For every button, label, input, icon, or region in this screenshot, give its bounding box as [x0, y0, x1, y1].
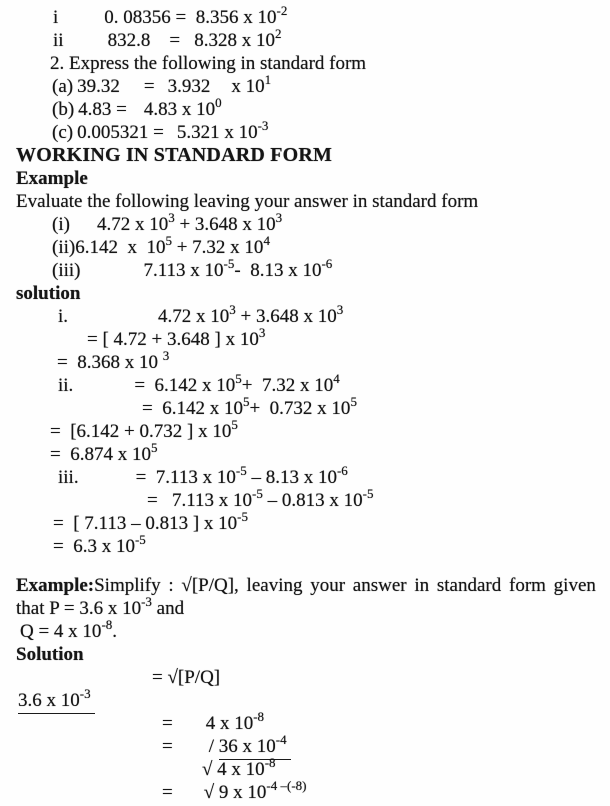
- text-run: =: [143, 76, 155, 97]
- text-run: = 6.142 x 10: [134, 375, 236, 396]
- text-run: + 3.648 x 10: [235, 306, 337, 327]
- text-run: x 10: [231, 76, 265, 97]
- text-run: Simplify : √[P/Q], leaving your answer in standard form given: [94, 575, 596, 596]
- text-run: (c): [52, 122, 74, 143]
- text-line: [0, 26, 610, 52]
- text-line: [0, 394, 610, 420]
- text-run: = 7.113 x 10: [135, 467, 236, 488]
- exponent: 3: [229, 302, 236, 317]
- text-line: [0, 686, 610, 712]
- underlined-expression: [218, 732, 291, 760]
- text-line: [0, 574, 610, 597]
- text-line: [0, 617, 610, 643]
- text-line: [0, 72, 610, 98]
- text-line: [0, 732, 610, 758]
- text-run: 4 x 10: [205, 713, 254, 734]
- exponent: 3: [168, 210, 175, 225]
- text-run: 5.321 x 10: [176, 122, 258, 143]
- exponent: -6: [321, 256, 333, 271]
- text-run: √ 9 x 10: [203, 782, 267, 803]
- text-line: [0, 282, 610, 305]
- text-line: [0, 509, 610, 535]
- exponent: -4: [275, 732, 287, 747]
- exponent: -5: [252, 486, 263, 501]
- text-run: √ 4 x 10: [202, 759, 265, 780]
- text-run: (a): [52, 76, 74, 97]
- text-line: [0, 417, 610, 443]
- exponent: 3: [336, 302, 344, 317]
- text-run: 39.32: [77, 76, 120, 97]
- exponent: -5: [362, 486, 374, 501]
- text-line: [0, 594, 610, 620]
- text-line: [0, 325, 610, 351]
- text-run: = √[P/Q]: [152, 667, 221, 688]
- text-line: [0, 118, 610, 144]
- text-run: 4.83 x 10: [143, 99, 216, 120]
- text-run: 3.932: [167, 76, 211, 97]
- text-run: =: [162, 782, 173, 803]
- exponent: -8: [253, 709, 265, 724]
- exponent: 3: [162, 348, 170, 363]
- text-run: i.: [58, 306, 69, 327]
- exponent: -8: [264, 755, 276, 770]
- text-line: [0, 666, 610, 689]
- exponent: -5: [235, 463, 247, 478]
- text-run: .: [112, 621, 118, 642]
- text-run: + 3.648 x 10: [174, 214, 276, 235]
- text-run: solution: [16, 283, 81, 304]
- text-run: ii.: [58, 375, 74, 396]
- text-run: 4.72 x 10: [158, 306, 230, 327]
- text-run: Evaluate the following leaving your answer in standard form: [16, 191, 479, 212]
- text-run: WORKING IN STANDARD FORM: [16, 144, 333, 166]
- text-run: = 6.142 x 10: [142, 398, 243, 419]
- text-line: [0, 302, 610, 328]
- text-run: Example:: [16, 575, 95, 596]
- text-run: 3.6 x 10: [18, 690, 80, 711]
- text-run: (b): [52, 99, 75, 120]
- text-run: = [ 7.113 – 0.813 ] x 10: [53, 513, 238, 534]
- exponent: -6: [336, 463, 348, 478]
- text-line: [0, 348, 610, 374]
- exponent: 5: [242, 394, 250, 409]
- text-run: – 8.13 x 10: [246, 467, 337, 488]
- text-run: ii: [53, 30, 64, 51]
- exponent: 5: [231, 417, 238, 432]
- text-run: =: [162, 736, 173, 757]
- exponent: 3: [258, 325, 266, 340]
- text-run: 832.8 = 8.328 x 10: [107, 30, 276, 51]
- text-line: [0, 190, 610, 213]
- text-line: [0, 233, 610, 259]
- text-run: = 6.3 x 10: [53, 536, 135, 557]
- exponent: 4: [333, 371, 340, 386]
- exponent: 4: [263, 233, 270, 248]
- text-run: 4.83 =: [78, 99, 127, 120]
- text-run: + 7.32 x 10: [171, 237, 264, 258]
- exponent: -5: [237, 509, 249, 524]
- exponent: 5: [150, 440, 158, 455]
- underlined-expression: [18, 686, 95, 714]
- text-run: - 8.13 x 10: [234, 260, 322, 281]
- text-line: [0, 709, 610, 735]
- text-run: = [6.142 + 0.732 ] x 10: [50, 421, 232, 442]
- text-run: Example: [16, 168, 88, 189]
- text-line: [0, 210, 610, 236]
- exponent: -4 –(-8): [266, 778, 307, 793]
- exponent: 0: [215, 95, 222, 110]
- text-run: (ii)6.142 x 10: [52, 237, 166, 258]
- text-run: = [ 4.72 + 3.648 ] x 10: [87, 329, 259, 350]
- text-line: [0, 144, 610, 167]
- text-run: =: [162, 713, 173, 734]
- text-run: /: [208, 736, 219, 757]
- exponent: -5: [223, 256, 235, 271]
- text-run: (iii): [52, 260, 81, 281]
- text-run: 0. 08356 = 8.356 x 10: [104, 7, 277, 28]
- exponent: 1: [264, 72, 272, 87]
- text-line: [0, 95, 610, 121]
- exponent: -8: [101, 617, 113, 632]
- text-run: – 0.813 x 10: [262, 490, 363, 511]
- exponent: 5: [165, 233, 172, 248]
- text-run: + 0.732 x 10: [249, 398, 351, 419]
- text-line: [0, 371, 610, 397]
- exponent: -2: [276, 3, 288, 18]
- text-run: i: [53, 7, 59, 28]
- text-run: iii.: [58, 467, 79, 488]
- exponent: 3: [275, 210, 283, 225]
- exponent: 2: [275, 26, 282, 41]
- text-line: [0, 3, 610, 29]
- text-line: [0, 167, 610, 190]
- text-run: Q = 4 x 10: [20, 621, 102, 642]
- exponent: -3: [79, 686, 91, 701]
- text-run: = 8.368 x 10: [57, 352, 163, 373]
- text-run: (i): [52, 214, 70, 235]
- text-line: [0, 532, 610, 558]
- exponent: 5: [350, 394, 357, 409]
- text-run: 4.72 x 10: [96, 214, 169, 235]
- text-line: [0, 778, 610, 804]
- text-run: Solution: [16, 644, 84, 665]
- text-run: that P = 3.6 x 10: [16, 598, 142, 619]
- exponent: -3: [257, 118, 269, 133]
- text-run: = 7.113 x 10: [147, 490, 253, 511]
- text-line: [0, 643, 610, 666]
- text-line: [0, 440, 610, 466]
- exponent: -5: [134, 532, 146, 547]
- text-run: 36 x 10: [218, 736, 276, 757]
- text-line: [0, 486, 610, 512]
- text-run: + 7.32 x 10: [241, 375, 334, 396]
- exponent: 5: [235, 371, 242, 386]
- text-line: [0, 463, 610, 489]
- text-run: 7.113 x 10: [143, 260, 224, 281]
- text-run: 0.005321 =: [77, 122, 164, 143]
- text-line: [0, 256, 610, 282]
- text-run: and: [151, 598, 185, 619]
- text-run: 2. Express the following in standard form: [50, 53, 367, 74]
- exponent: -3: [141, 594, 152, 609]
- text-line: [0, 52, 610, 75]
- text-run: = 6.874 x 10: [50, 444, 151, 465]
